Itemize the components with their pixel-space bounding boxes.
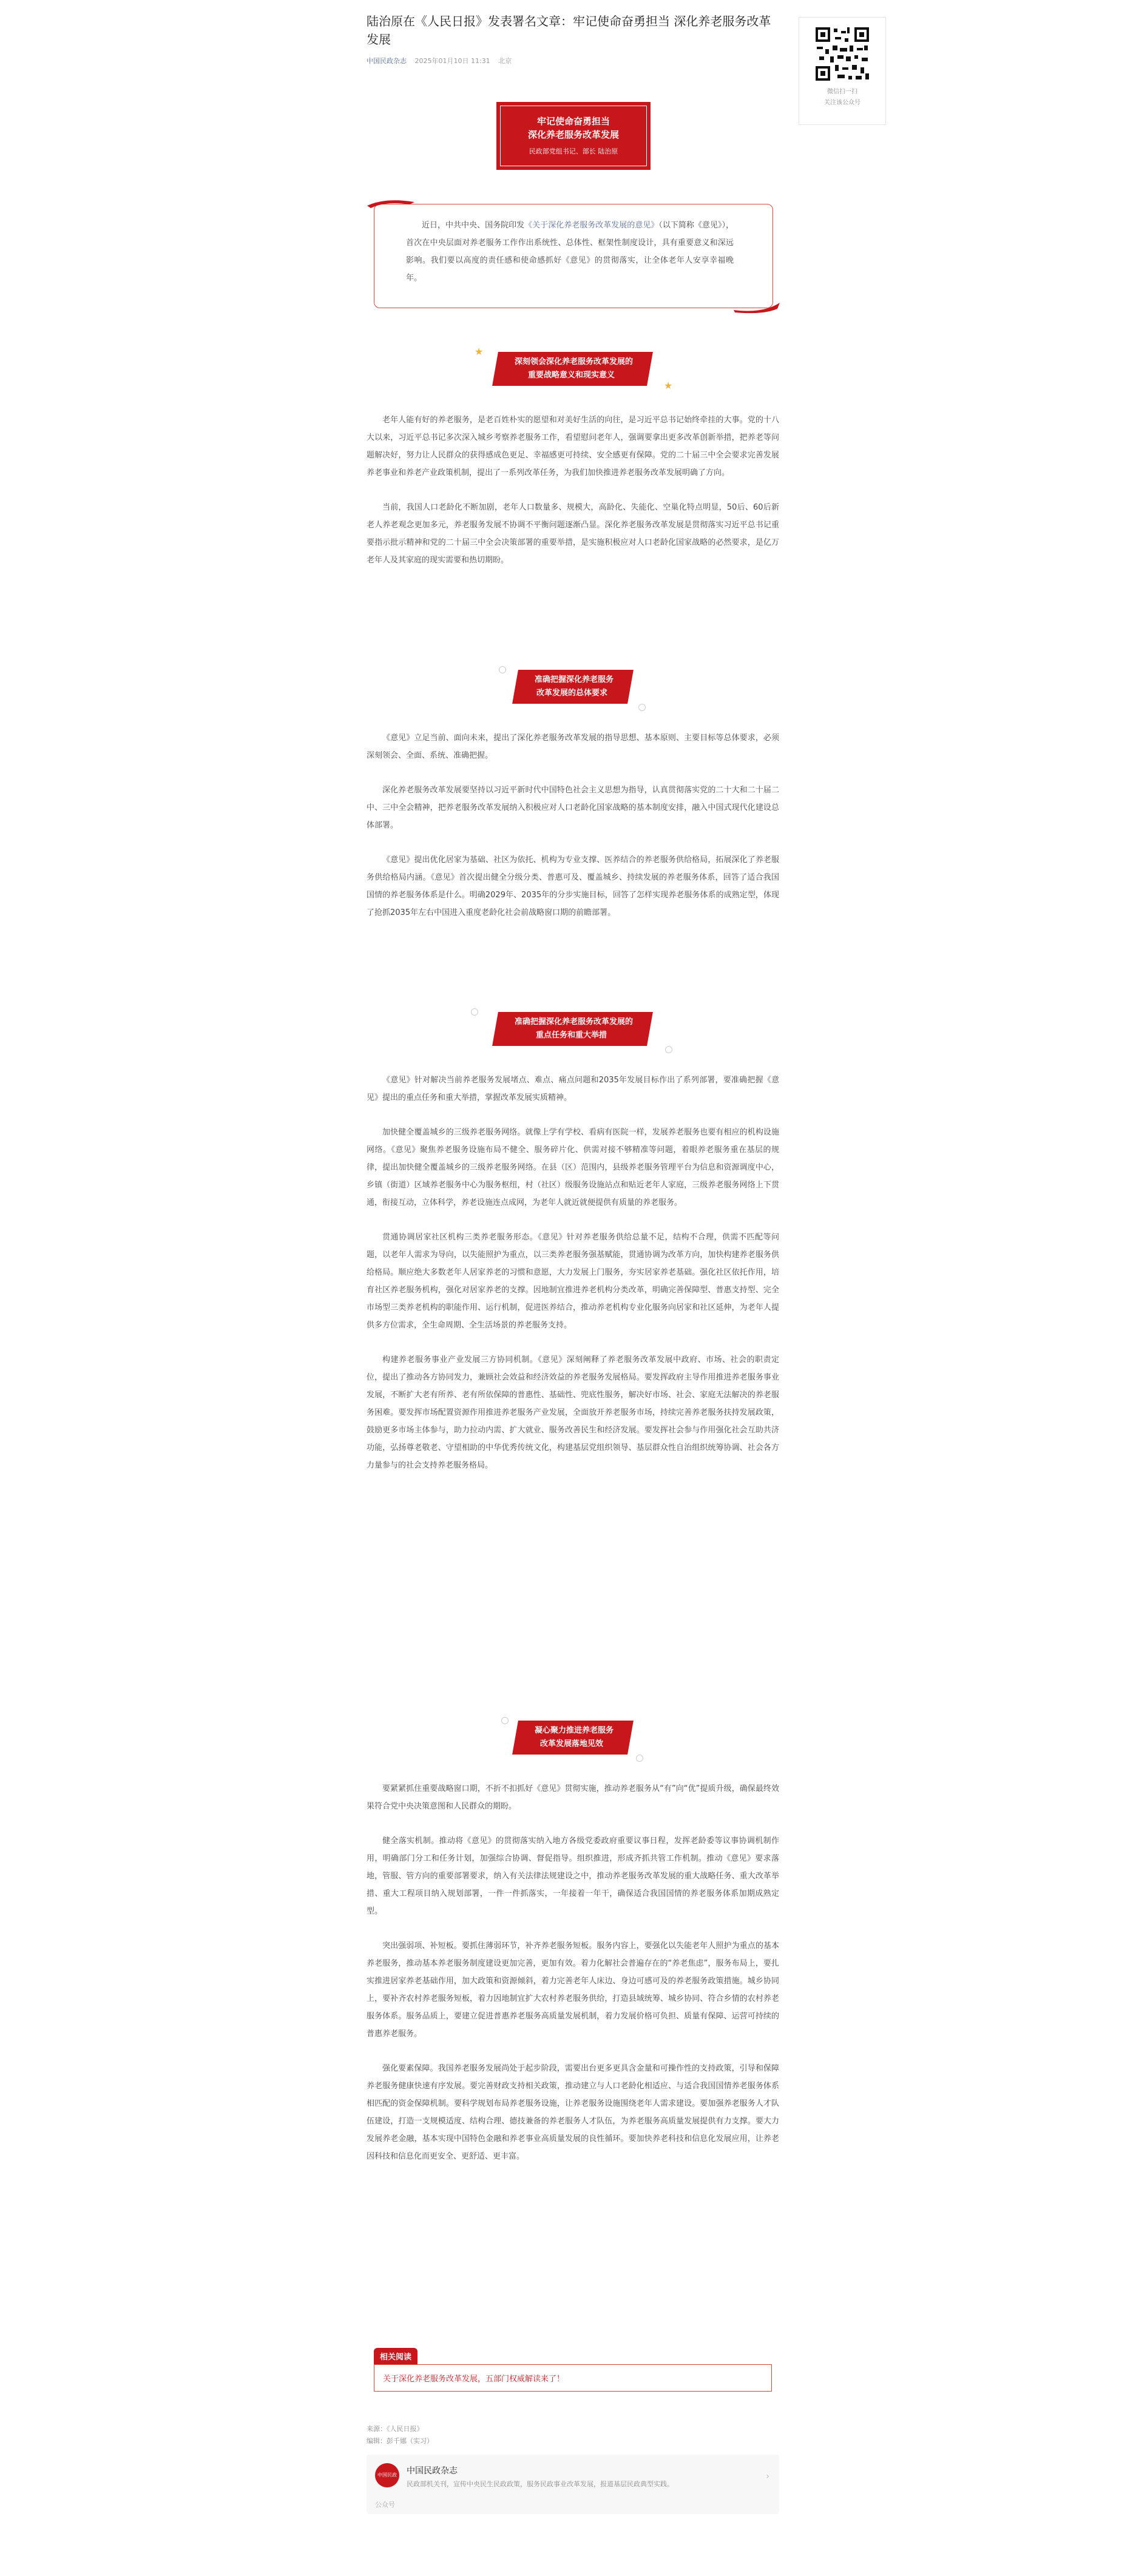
chevron-right-icon: › (766, 2472, 769, 2481)
source-line: 来源：《人民日报》 (367, 2425, 424, 2433)
section-4-body (367, 1780, 779, 2165)
section-heading-2-line2: 改革发展的总体要求 (536, 689, 607, 698)
stamp-line-3: 民政部党组书记、部长 陆治原 (529, 147, 618, 155)
circle-decoration-icon (501, 1717, 509, 1724)
qr-caption-1: 微信扫一扫 (827, 89, 857, 95)
paragraph: 深化养老服务改革发展要坚持以习近平新时代中国特色社会主义思想为指导，认真贯彻落实党的二十大和二十届二中、三中全会精神，把养老服务改革发展纳入积极应对人口老龄化国家战略的基本制度安排，融入中国式现代化建设总体部署。 (367, 786, 779, 830)
section-3-body (367, 1071, 779, 1474)
section-2-body (367, 729, 779, 922)
star-icon: ★ (475, 346, 484, 357)
section-heading-4-line2: 改革发展落地见效 (540, 1739, 604, 1748)
paragraph: 《意见》针对解决当前养老服务发展堵点、难点、痛点问题和2035年发展目标作出了系列部署，要准确把握《意见》提出的重点任务和重大举措，掌握改革发展实质精神。 (367, 1076, 779, 1102)
ribbon-decoration-icon (367, 197, 416, 213)
paragraph: 当前，我国人口老龄化不断加剧，老年人口数量多、规模大，高龄化、失能化、空巢化特点明显，50后、60后新老人养老观念更加多元，养老服务发展不协调不平衡问题逐渐凸显。深化养老服务改革发展是贯彻落实习近平总书记重要指示批示精神和党的二十届三中全会决策部署的重要举措，是实施积极应对人口老龄化国家战略的必然要求，是亿万老年人及其家庭的现实需要和热切期盼。 (367, 503, 779, 565)
card-type-label: 公众号 (375, 2501, 395, 2509)
header-stamp (496, 102, 651, 170)
section-heading-4 (367, 1721, 779, 1755)
card-account-name: 中国民政杂志 (407, 2466, 458, 2476)
section-heading-1-line1: 深刻领会深化养老服务改革发展的 (515, 357, 634, 366)
section-heading-1-line2: 重要战略意义和现实意义 (528, 371, 615, 380)
ribbon-decoration-icon (732, 299, 781, 315)
paragraph: 《意见》立足当前、面向未来，提出了深化养老服务改革发展的指导思想、基本原则、主要目标等总体要求，必须深刻领会、全面、系统、准确把握。 (367, 733, 779, 760)
circle-decoration-icon (665, 1046, 672, 1053)
paragraph: 突出强弱项、补短板。要抓住薄弱环节，补齐养老服务短板。服务内容上，要强化以失能老年人照护为重点的基本养老服务，推动基本养老服务制度建设更加完善，更加有效。着力化解社会普遍存在的“养老焦虑”，服务布局上，要扎实推进居家养老基础作用，加大政策和资源倾斜，着力完善老年人床边、身边可感可及的养老服务政策措施。城乡协同上，要补齐农村养老服务短板，着力因地制宜扩大农村养老服务供给，打造县域统筹、城乡协同、符合乡情的农村养老服务体系。服务品质上，要建立促进普惠养老服务高质量发展机制，着力发展价格可负担、质量有保障、运营可持续的普惠养老服务。 (367, 1941, 779, 2038)
related-reading (374, 2348, 772, 2392)
paragraph: 健全落实机制。推动将《意见》的贯彻落实纳入地方各级党委政府重要议事日程，发挥老龄委等议事协调机制作用，明确部门分工和任务计划，加强综合协调、督促指导。组织推进，形成齐抓共管工作机制。推动《意见》要求落地，管服、管方向的重要部署要求，纳入有关法律法规建设之中，推动养老服务改革发展的重大战略任务、重大改革举措、重大工程项目纳入规划部署，一件一件抓落实，一年接着一年干，确保适合我国国情的养老服务体系加期成熟定型。 (367, 1836, 779, 1916)
page-title: 陆治原在《人民日报》发表署名文章：牢记使命奋勇担当 深化养老服务改革发展 (367, 14, 771, 47)
section-1-body (367, 411, 779, 569)
qr-caption-2: 关注该公众号 (824, 99, 860, 106)
circle-decoration-icon (638, 704, 646, 711)
card-account-desc: 民政部机关刊，宣传中央民生民政政策，服务民政事业改革发展，报道基层民政典型实践。 (407, 2480, 674, 2488)
intro-link[interactable]: 《关于深化养老服务改革发展的意见》 (524, 221, 659, 230)
avatar: 中国民政 (375, 2463, 399, 2487)
paragraph: 构建养老服务事业产业发展三方协同机制。《意见》深刻阐释了养老服务改革发展中政府、市场、社会的职责定位，提出了推动各方协同发力，兼顾社会效益和经济效益的养老服务发展格局。要发挥政府主导作用推进养老服务事业发展，不断扩大老有所养、老有所依保障的普惠性、基础性、兜底性服务，解决好市场、社会、家庭无法解决的养老服务困难。要发挥市场配置资源作用推进养老服务产业发展，全面放开养老服务市场，持续完善养老服务扶持发展政策，鼓励更多市场主体参与，助力拉动内需、扩大就业、服务改善民生和经济发展。要发挥社会参与作用强化社会互助共济功能，弘扬尊老敬老、守望相助的中华优秀传统文化，构建基层党组织领导、基层群众性自治组织统筹协调、社会各方力量参与的社会支持养老服务格局。 (367, 1355, 779, 1470)
section-heading-4-line1: 凝心聚力推进养老服务 (534, 1726, 614, 1735)
section-heading-3-line2: 重点任务和重大举措 (536, 1031, 607, 1040)
section-heading-3-line1: 准确把握深化养老服务改革发展的 (515, 1017, 634, 1027)
editor-line: 编辑：彭千娜（实习） (367, 2437, 433, 2445)
paragraph: 贯通协调居家社区机构三类养老服务形态。《意见》针对养老服务供给总量不足，结构不合理，供需不匹配等问题，以老年人需求为导向，以失能照护为重点，以三类养老服务强基赋能，贯通协调为改革方向，加快构建养老服务供给格局。顺应绝大多数老年人居家养老的习惯和意愿，大力发展上门服务，夯实居家养老基础。强化社区依托作用，培育社区养老服务机构，强化对居家养老的支撑。因地制宜推进养老机构分类改革，明确完善保障型、普惠支持型、完全市场型三类养老机构的职能作用、运行机制，促进医养结合，推动养老机构专业化服务向居家和社区延伸，为老年人提供多方位需求，全生命周期、全生活场景的养老服务支持。 (367, 1233, 779, 1330)
article-meta (367, 56, 779, 66)
circle-decoration-icon (499, 666, 506, 673)
star-icon: ★ (664, 380, 673, 391)
section-heading-2-line1: 准确把握深化养老服务 (534, 675, 614, 684)
related-tag: 相关阅读 (374, 2348, 418, 2364)
account-card[interactable] (367, 2455, 779, 2514)
stamp-line-2: 深化养老服务改革发展 (527, 129, 619, 140)
article (367, 0, 779, 2509)
paragraph: 加快健全覆盖城乡的三级养老服务网络。就像上学有学校、看病有医院一样，发展养老服务也要有相应的机构设施网络。《意见》聚焦养老服务设施布局不健全、服务碎片化、供需对接不够精准等问题，着眼养老服务重在基层的规律，提出加快健全覆盖城乡的三级养老服务网络。在县（区）范围内，县级养老服务管理平台为信息和资源调度中心，乡镇（街道）区域养老服务中心为服务枢纽，村（社区）级服务设施站点和贴近老年人家庭，三级养老服务网络上下贯通，衔接互动，立体科学，养老设施连点成网，为老年人就近就便提供有质量的养老服务。 (367, 1128, 779, 1207)
publish-date: 2025年01月10日 11:31 (414, 57, 490, 65)
qr-code-icon (813, 25, 871, 83)
paragraph: 强化要素保障。我国养老服务发展尚处于起步阶段，需要出台更多更具含金量和可操作性的支持政策，引导和保障养老服务健康快速有序发展。要完善财政支持相关政策，推动建立与人口老龄化相适应、与适合我国国情养老服务体系相匹配的资金保障机制。要科学规划布局养老服务设施，让养老服务设施围绕老年人需求建设。要加强养老服务人才队伍建设，打造一支规模适度、结构合理、德技兼备的养老服务人才队伍，为养老服务高质量发展提供有力支撑。要大力发展养老金融，基本实现中国特色金融和养老事业高质量发展的良性循环。要加快养老科技和信息化发展应用，让养老因科技和信息化而更安全、更舒适、更丰富。 (367, 2064, 779, 2161)
paragraph: 《意见》提出优化居家为基础、社区为依托、机构为专业支撑、医养结合的养老服务供给格局，拓展深化了养老服务供给格局内涵。《意见》首次提出健全分级分类、普惠可及、覆盖城乡、持续发展的养老服务体系，回答了适合我国国情的养老服务体系是什么。明确2029年、2035年的分步实施目标，回答了怎样实现养老服务体系的成熟定型，体现了抢抓2035年左右中国进入重度老龄化社会前战略窗口期的前瞻部署。 (367, 855, 779, 917)
publish-location: 北京 (498, 57, 512, 65)
paragraph: 老年人能有好的养老服务，是老百姓朴实的愿望和对美好生活的向往，是习近平总书记始终牵挂的大事。党的十八大以来，习近平总书记多次深入城乡考察养老服务工作，看望慰问老年人，强调要拿出更多改革创新举措，把养老等问题解决好，努力让人民群众的获得感成色更足、幸福感更可持续、安全感更有保障。党的二十届三中全会要求完善发展养老事业和养老产业政策机制，提出了一系列改革任务，为我们加快推进养老服务改革发展明确了方向。 (367, 416, 779, 477)
circle-decoration-icon (636, 1755, 643, 1762)
intro-box (374, 204, 773, 308)
section-heading-3 (367, 1012, 779, 1046)
circle-decoration-icon (471, 1008, 478, 1016)
account-link[interactable]: 中国民政杂志 (367, 57, 407, 65)
section-heading-1 (367, 346, 779, 391)
related-link[interactable]: 关于深化养老服务改革发展，五部门权威解读来了！ (383, 2375, 565, 2384)
article-footer (367, 2423, 779, 2447)
paragraph: 要紧紧抓住重要战略窗口期，不折不扣抓好《意见》贯彻实施，推动养老服务从“有”向“优”提质升级，确保最终效果符合党中央决策意图和人民群众的期盼。 (367, 1784, 779, 1811)
qr-code-box (799, 17, 886, 125)
stamp-line-1: 牢记使命奋勇担当 (536, 116, 610, 127)
intro-text: 近日，中共中央、国务院印发《关于深化养老服务改革发展的意见》（以下简称《意见》），首次在中央层面对养老服务工作作出系统性、总体性、框架性制度设计，具有重要意义和深远影响。我们要以高度的责任感和使命感抓好《意见》的贯彻落实，让全体老年人安享幸福晚年。 (406, 221, 734, 283)
section-heading-2 (367, 670, 779, 704)
